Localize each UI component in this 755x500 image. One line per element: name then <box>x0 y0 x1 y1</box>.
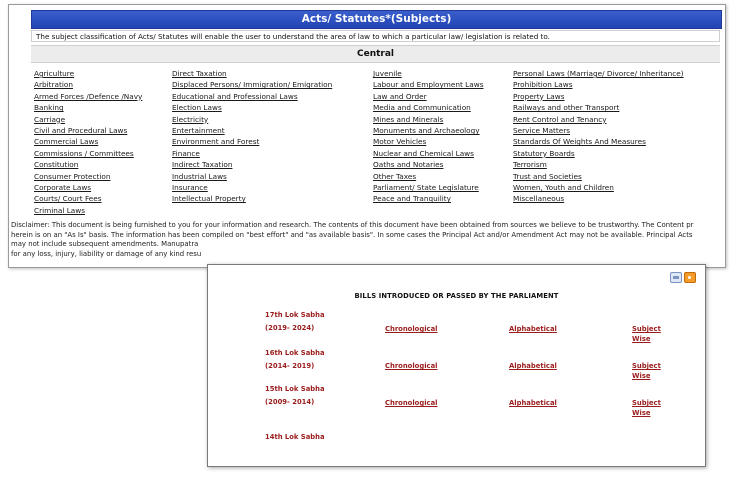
subject-link[interactable]: Property Laws <box>513 91 565 101</box>
alphabetical-link[interactable]: Alphabetical <box>509 325 557 333</box>
subject-link[interactable]: Constitution <box>34 160 79 170</box>
alphabetical-link[interactable]: Alphabetical <box>509 362 557 370</box>
disclaimer-line: may not include subsequent amendments. Manupatra <box>11 240 199 249</box>
subject-link[interactable]: Other Taxes <box>373 171 417 181</box>
subject-link[interactable]: Law and Order <box>373 91 427 101</box>
central-section-heading: Central <box>31 45 720 63</box>
subject-link[interactable]: Displaced Persons/ Immigration/ Emigration <box>172 80 333 90</box>
subject-link[interactable]: Courts/ Court Fees <box>34 194 102 204</box>
subject-link[interactable]: Parliament/ State Legislature <box>373 183 479 193</box>
bills-window <box>207 264 706 467</box>
subject-link[interactable]: Corporate Laws <box>34 183 92 193</box>
subject-link[interactable]: Labour and Employment Laws <box>373 80 484 90</box>
sabha-years: (2014- 2019) <box>265 362 315 370</box>
subject-link[interactable]: Prohibition Laws <box>513 80 573 90</box>
subject-wise-link[interactable]: Subject Wise <box>632 325 661 343</box>
chronological-link[interactable]: Chronological <box>385 362 438 370</box>
subject-description: The subject classification of Acts/ Statutes will enable the user to understand the area of law to which a particular law/ legislation is related to. <box>31 30 720 42</box>
subject-link[interactable]: Criminal Laws <box>34 205 86 215</box>
subject-link[interactable]: Juvenile <box>373 69 402 78</box>
subject-link[interactable]: Insurance <box>172 183 208 193</box>
subject-link[interactable]: Oaths and Notaries <box>373 160 444 170</box>
subject-link[interactable]: Peace and Tranquility <box>373 194 451 204</box>
subject-link[interactable]: Agriculture <box>34 69 75 78</box>
subject-link[interactable]: Nuclear and Chemical Laws <box>373 148 474 158</box>
subject-link[interactable]: Finance <box>172 148 200 158</box>
subject-link[interactable]: Terrorism <box>513 160 547 170</box>
subject-link[interactable]: Media and Communication <box>373 103 471 113</box>
subject-link[interactable]: Educational and Professional Laws <box>172 91 298 101</box>
subject-link[interactable]: Trust and Societies <box>513 171 582 181</box>
subject-link[interactable]: Railways and other Transport <box>513 103 620 113</box>
disclaimer-line: Disclaimer: This document is being furnished to you for your information and research. The contents of this document have been obtained from sources we believe to be trustworthy. The Content pr <box>11 221 694 229</box>
disclaimer <box>11 221 723 259</box>
rss-icon[interactable] <box>684 272 696 283</box>
subject-link[interactable]: Intellectual Property <box>172 194 246 204</box>
sabha-name: 16th Lok Sabha <box>265 349 325 357</box>
subject-link[interactable]: Rent Control and Tenancy <box>513 114 607 124</box>
subject-link[interactable]: Electricity <box>172 114 209 124</box>
window-title: Acts/ Statutes*(Subjects) <box>31 10 722 29</box>
subject-link[interactable]: Direct Taxation <box>172 69 227 78</box>
subject-link[interactable]: Civil and Procedural Laws <box>34 126 128 136</box>
sabha-years: (2019- 2024) <box>265 324 315 332</box>
sabha-name: 15th Lok Sabha <box>265 385 325 393</box>
subject-link[interactable]: Armed Forces /Defence /Navy <box>34 91 143 101</box>
subject-link[interactable]: Consumer Protection <box>34 171 111 181</box>
chronological-link[interactable]: Chronological <box>385 399 438 407</box>
subject-column-3 <box>373 68 484 205</box>
sabha-years: (2009- 2014) <box>265 398 315 406</box>
disclaimer-line: for any loss, injury, liability or damage of any kind resu <box>11 249 202 258</box>
subject-link[interactable]: Commercial Laws <box>34 137 99 147</box>
subject-link[interactable]: Personal Laws (Marriage/ Divorce/ Inheritance) <box>513 69 684 78</box>
subject-wise-link[interactable]: Subject Wise <box>632 399 661 417</box>
subject-link[interactable]: Environment and Forest <box>172 137 260 147</box>
subject-column-2 <box>172 68 332 205</box>
subject-link[interactable]: Entertainment <box>172 126 225 136</box>
subject-link[interactable]: Motor Vehicles <box>373 137 427 147</box>
subject-link[interactable]: Statutory Boards <box>513 148 575 158</box>
alphabetical-link[interactable]: Alphabetical <box>509 399 557 407</box>
subject-link[interactable]: Indirect Taxation <box>172 160 233 170</box>
bills-title: BILLS INTRODUCED OR PASSED BY THE PARLIAMENT <box>354 292 559 300</box>
subject-link[interactable]: Service Matters <box>513 126 571 136</box>
sabha-name: 14th Lok Sabha <box>265 433 325 441</box>
sabha-name: 17th Lok Sabha <box>265 311 325 319</box>
subject-link[interactable]: Commissions / Committees <box>34 148 134 158</box>
subject-link[interactable]: Banking <box>34 103 64 113</box>
subject-link[interactable]: Mines and Minerals <box>373 114 444 124</box>
subject-link[interactable]: Standards Of Weights And Measures <box>513 137 646 147</box>
subject-link[interactable]: Carriage <box>34 114 66 124</box>
acts-statutes-window <box>8 4 726 268</box>
subject-wise-link[interactable]: Subject Wise <box>632 362 661 380</box>
subject-link[interactable]: Miscellaneous <box>513 194 565 204</box>
subject-link[interactable]: Women, Youth and Children <box>513 183 614 193</box>
subject-link[interactable]: Industrial Laws <box>172 171 227 181</box>
print-icon[interactable] <box>670 272 682 283</box>
subject-link[interactable]: Arbitration <box>34 80 73 90</box>
subject-link[interactable]: Election Laws <box>172 103 222 113</box>
subject-link[interactable]: Monuments and Archaeology <box>373 126 480 136</box>
disclaimer-line: herein is on an "As Is" basis. The information has been compiled on "best effort" and "as available basis". In some cases the Principal Act and/or Amendment Act may not be available. Principal Acts <box>11 230 693 239</box>
subject-column-4 <box>513 68 684 205</box>
subject-column-1 <box>34 68 142 216</box>
chronological-link[interactable]: Chronological <box>385 325 438 333</box>
